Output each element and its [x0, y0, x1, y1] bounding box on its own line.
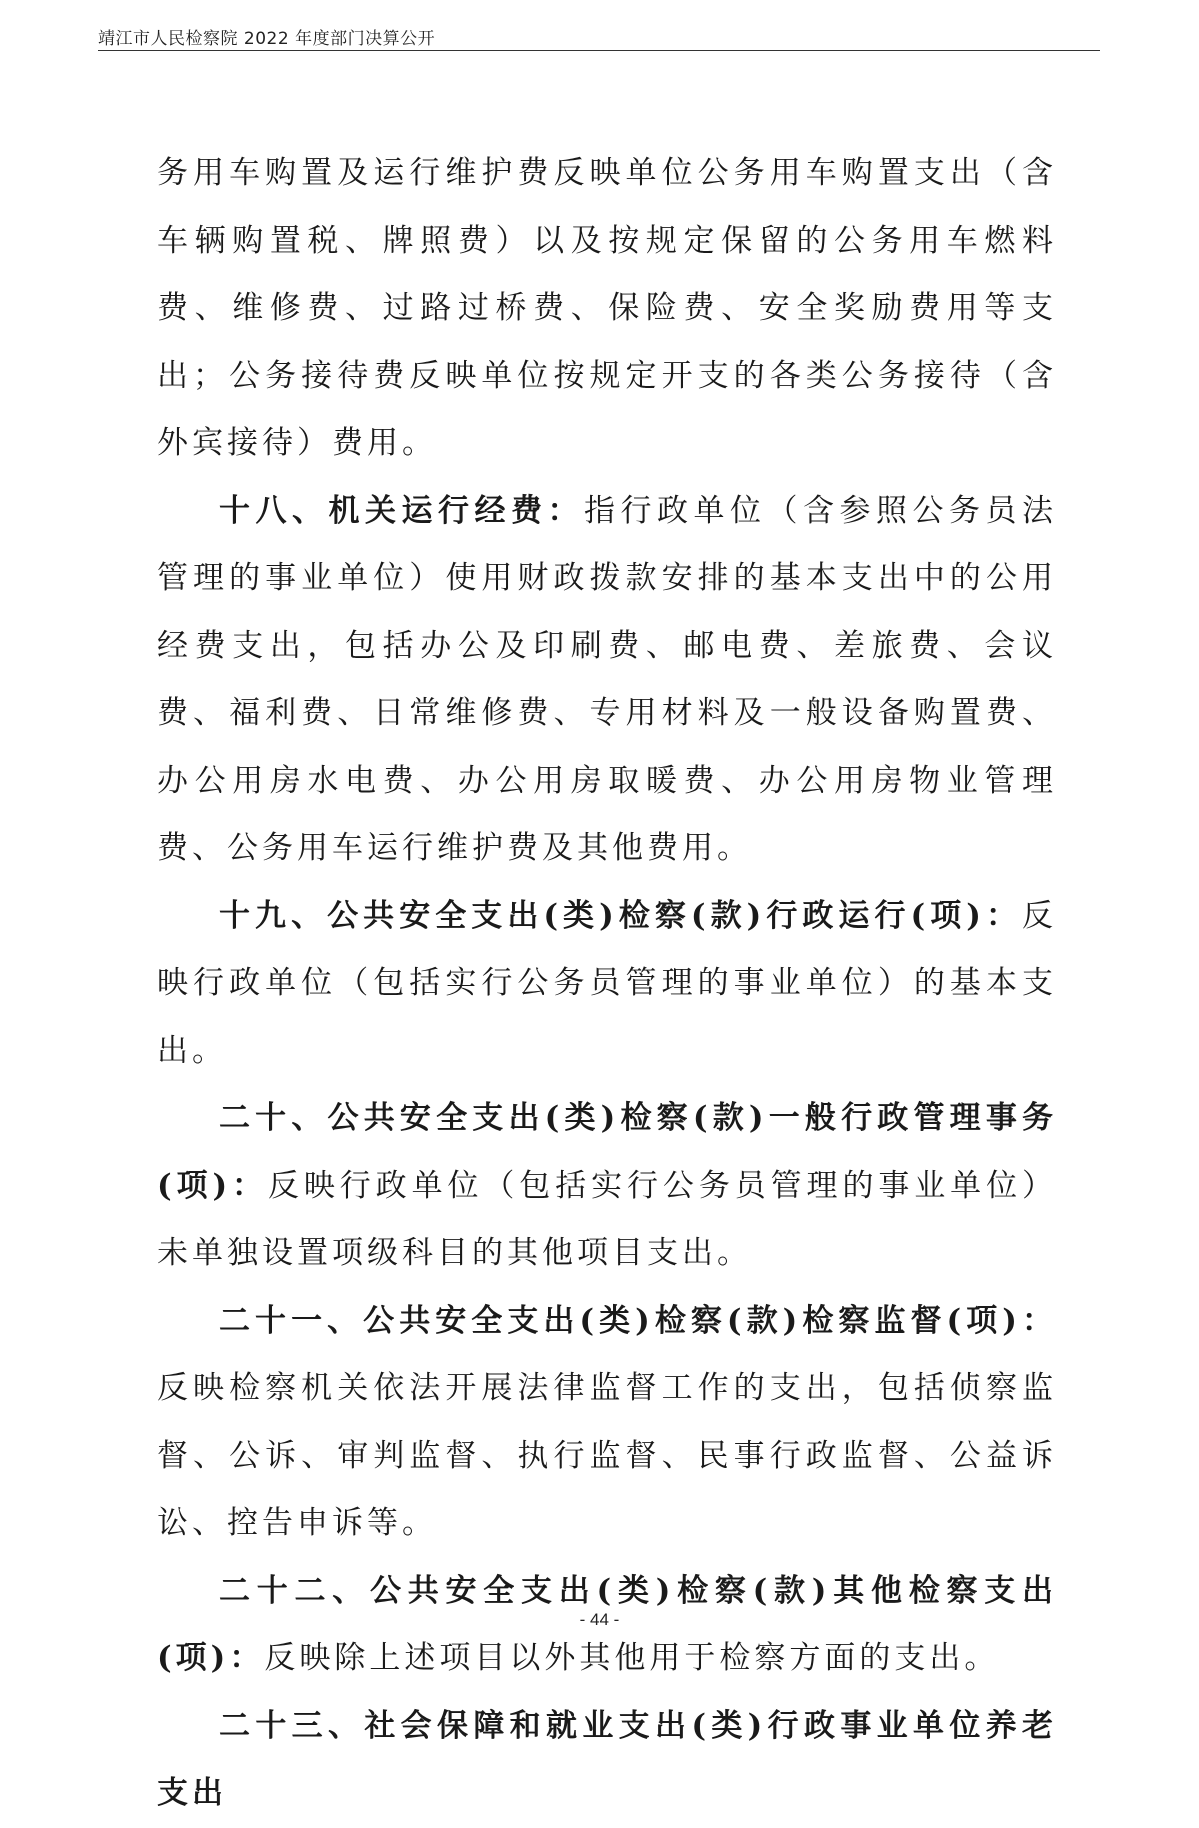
- paragraph-administrative-operation: [157, 883, 1057, 1086]
- paragraph-text: 指行政单位（含参照公务员法管理的事业单位）使用财政拨款安排的基本支出中的公用经费支出，包括办公及印刷费、邮电费、差旅费、会议费、福利费、日常维修费、专用材料及一般设备购置费、办公用房水电费、办公用房取暖费、办公用房物业管理费、公务用车运行维护费及其他费用。: [157, 492, 1057, 866]
- paragraph-heading: 二十三、社会保障和就业支出(类)行政事业单位养老支出: [157, 1707, 1057, 1811]
- paragraph-text: 反映行政单位（包括实行公务员管理的事业单位）未单独设置项级科目的其他项目支出。: [157, 1167, 1057, 1271]
- paragraph-heading: 二十二、公共安全支出(类)检察(款)其他检察支出(项)：: [157, 1572, 1057, 1676]
- running-header: 靖江市人民检察院 2022 年度部门决算公开: [98, 29, 436, 49]
- paragraph-vehicle-reception-costs: [157, 140, 1057, 478]
- paragraph-text: 反映除上述项目以外其他用于检察方面的支出。: [264, 1640, 1000, 1676]
- paragraph-heading: 十八、机关运行经费：: [219, 492, 584, 529]
- paragraph-text: 反映检察机关依法开展法律监督工作的支出，包括侦察监督、公诉、审判监督、执行监督、民事行政监督、公益诉讼、控告申诉等。: [157, 1370, 1057, 1541]
- paragraph-heading: 二十、公共安全支出(类)检察(款)一般行政管理事务(项)：: [157, 1100, 1057, 1204]
- paragraph-general-administration: [157, 1085, 1057, 1288]
- paragraph-operating-expenses: [157, 478, 1057, 883]
- paragraph-heading: 十九、公共安全支出(类)检察(款)行政运行(项)：: [219, 897, 1022, 934]
- paragraph-text: 反映行政单位（包括实行公务员管理的事业单位）的基本支出。: [157, 897, 1057, 1069]
- page-number: - 44 -: [579, 1610, 620, 1629]
- paragraph-pension-expenditure: [157, 1693, 1057, 1828]
- paragraph-procuratorial-supervision: [157, 1288, 1057, 1558]
- header-rule: [98, 50, 1100, 51]
- document-body: [157, 140, 1057, 1828]
- paragraph-text: 务用车购置及运行维护费反映单位公务用车购置支出（含车辆购置税、牌照费）以及按规定保留的公务用车燃料费、维修费、过路过桥费、保险费、安全奖励费用等支出；公务接待费反映单位按规定开支的各类公务接待（含外宾接待）费用。: [157, 155, 1057, 461]
- paragraph-heading: 二十一、公共安全支出(类)检察(款)检察监督(项)：: [219, 1302, 1057, 1339]
